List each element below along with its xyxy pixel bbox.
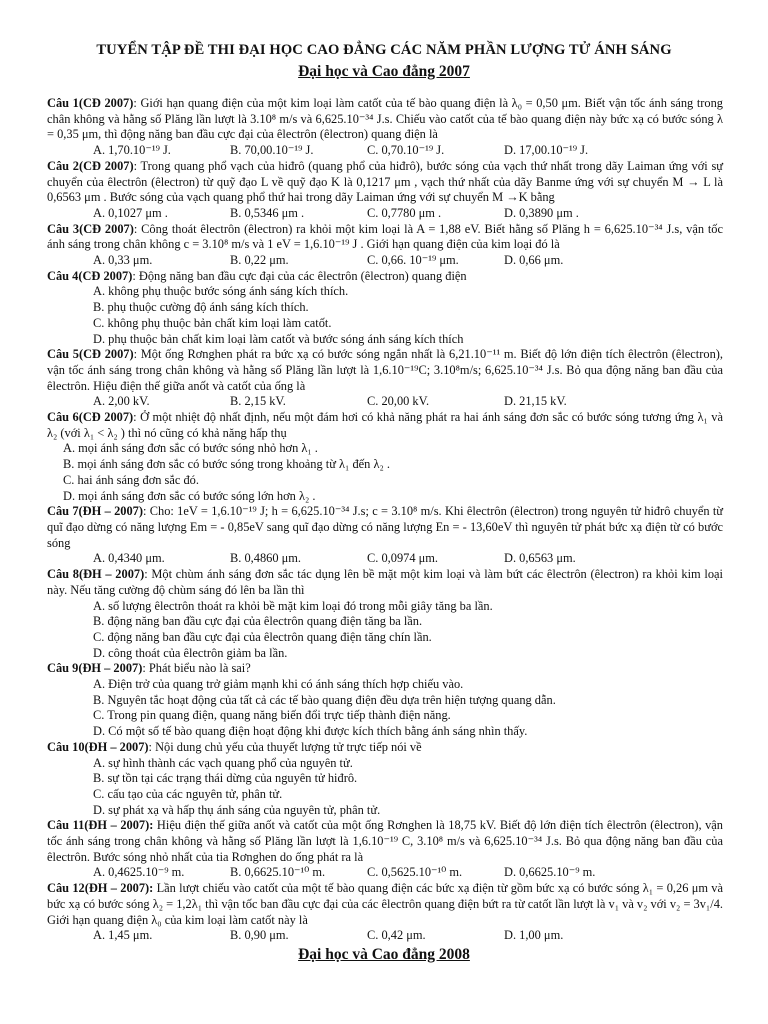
document-heading: TUYỂN TẬP ĐỀ THI ĐẠI HỌC CAO ĐẲNG CÁC NĂM PHẦN LƯỢNG TỬ ÁNH SÁNG xyxy=(96,42,672,58)
question-9-option-d: D. Có một số tế bào quang điện hoạt động khi được kích thích bằng ánh sáng nhìn thấy. xyxy=(93,724,528,739)
question-8-option-c: C. động năng ban đầu cực đại của êlectrôn quang điện tăng chín lần. xyxy=(93,629,432,644)
question-6-option-c: C. hai ánh sáng đơn sắc đó. xyxy=(63,472,199,487)
section-title-2008: Đại học và Cao đẳng 2008 xyxy=(298,946,470,963)
question-8-option-b: B. động năng ban đầu cực đại của êlectrôn quang điện tăng ba lần. xyxy=(93,614,423,629)
question-2: Câu 2(CĐ 2007): Trong quang phổ vạch của hiđrô (quang phổ của hiđrô), bước sóng của vạch thứ nhất trong dãy Laiman ứng với sự chuyển của êlectrôn (êlectron) từ quỹ đạo L về quỹ đạo K là 0,1217 μm , vạch thứ nhất của dãy Banme ứng với sự chuyển M → L là 0,6563 μm . Bước sóng của vạch quang phổ thứ hai trong dãy Laiman ứng với sự chuyển M →K bằng xyxy=(47,158,724,205)
question-4: Câu 4(CĐ 2007): Động năng ban đầu cực đại của các êlectrôn (êlectron) quang điện xyxy=(47,268,467,283)
question-3: Câu 3(CĐ 2007): Công thoát êlectrôn (êlectron) ra khỏi một kim loại là A = 1,88 eV. Biết hằng số Plăng h = 6,625.10⁻³⁴ J.s, vận tốc ánh sáng trong chân không c = 3.10⁸ m/s và 1 eV = 1,6.10⁻¹⁹ J . Giới hạn quang điện của kim loại đó là xyxy=(47,221,724,252)
question-4-option-d: D. phụ thuộc bản chất kim loại làm catốt và bước sóng ánh sáng kích thích xyxy=(93,331,464,346)
question-5: Câu 5(CĐ 2007): Một ống Rơnghen phát ra bức xạ có bước sóng ngắn nhất là 6,21.10⁻¹¹ m. Biết độ lớn điện tích êlectrôn (êlectron), vận tốc ánh sáng trong chân không và hằng số Plăng lần lượt là 1,6.10⁻¹⁹C; 3.10⁸m/s; 6,625.10⁻³⁴ J.s. Bỏ qua động năng ban đầu của êlectrôn. Hiệu điện thế giữa anốt và catốt của ống là xyxy=(47,347,723,393)
question-10-option-c: C. cấu tạo của các nguyên tử, phân tử. xyxy=(93,786,283,801)
question-9-option-c: C. Trong pin quang điện, quang năng biến đổi trực tiếp thành điện năng. xyxy=(93,708,451,723)
question-9-option-b: B. Nguyên tắc hoạt động của tất cả các tế bào quang điện đều dựa trên hiện tượng quang dẫn. xyxy=(93,692,556,707)
question-6-option-b: B. mọi ánh sáng đơn sắc có bước sóng trong khoảng từ λ₁ đến λ₂ . xyxy=(63,457,390,472)
question-6-option-a: A. mọi ánh sáng đơn sắc có bước sóng nhỏ hơn λ₁ . xyxy=(63,441,318,456)
question-12: Câu 12(ĐH – 2007): Lần lượt chiếu vào catốt của một tế bào quang điện các bức xạ điện từ gồm bức xạ có bước sóng λ₁ = 0,26 μm và bức xạ có bước sóng λ₂ = 1,2λ₁ thì vận tốc ban đầu cực đại của các êlectrôn quang điện bứt ra từ catốt lần lượt là v₁ và v₂ với v₂ = 3v₁/4. Giới hạn quang điện λ₀ của kim loại làm catốt này là xyxy=(47,881,723,927)
question-9-option-a: A. Điện trở của quang trở giảm mạnh khi có ánh sáng thích hợp chiếu vào. xyxy=(93,677,464,692)
question-1: Câu 1(CĐ 2007): Giới hạn quang điện của một kim loại làm catốt của tế bào quang điện là λ₀ = 0,50 μm. Biết vận tốc ánh sáng trong chân không và hằng số Plăng lần lượt là 3.10⁸ m/s và 6,625.10⁻³⁴ J.s. Chiếu vào catốt của tế bào quang điện này bức xạ có bước sóng λ = 0,35 μm, thì động năng ban đầu cực đại của êlectrôn (êlectron) quang điện là xyxy=(47,96,724,142)
question-11: Câu 11(ĐH – 2007): Hiệu điện thế giữa anốt và catốt của một ống Rơnghen là 18,75 kV. Biết độ lớn điện tích êlectrôn (êlectron), vận tốc ánh sáng trong chân không và hằng số Plăng lần lượt là 1,6.10⁻¹⁹ C, 3.10⁸ m/s và 6,625.10⁻³⁴ J.s. Bỏ qua động năng ban đầu của êlectrôn. Bước sóng nhỏ nhất của tia Rơnghen do ống phát ra là xyxy=(47,818,724,864)
question-4-option-c: C. không phụ thuộc bản chất kim loại làm catốt. xyxy=(93,315,332,330)
question-7-options: A. 0,4340 μm. B. 0,4860 μm. C. 0,0974 μm. D. 0,6563 μm. xyxy=(93,551,576,566)
question-10-option-d: D. sự phát xạ và hấp thụ ánh sáng của nguyên tử, phân tử. xyxy=(93,802,381,817)
question-10-option-b: B. sự tồn tại các trạng thái dừng của nguyên tử hiđrô. xyxy=(93,771,358,786)
question-10-option-a: A. sự hình thành các vạch quang phổ của nguyên tử. xyxy=(93,755,353,770)
question-7: Câu 7(ĐH – 2007): Cho: 1eV = 1,6.10⁻¹⁹ J; h = 6,625.10⁻³⁴ J.s; c = 3.10⁸ m/s. Khi êlectrôn (êlectron) trong nguyên tử hiđrô chuyển từ quĩ đạo dừng có năng lượng Em = - 0,85eV sang quĩ đạo dừng có năng lượng En = - 13,60eV thì nguyên tử phát bức xạ điện từ có bước sóng xyxy=(47,504,724,550)
question-3-options: A. 0,33 μm. B. 0,22 μm. C. 0,66. 10⁻¹⁹ μm. D. 0,66 μm. xyxy=(93,253,564,268)
question-6: Câu 6(CĐ 2007): Ở một nhiệt độ nhất định, nếu một đám hơi có khả năng phát ra hai ánh sáng đơn sắc có bước sóng tương ứng λ₁ và λ₂ (với λ₁ < λ₂ ) thì nó cũng có khả năng hấp thụ xyxy=(47,410,723,440)
question-8: Câu 8(ĐH – 2007): Một chùm ánh sáng đơn sắc tác dụng lên bề mặt một kim loại và làm bứt các êlectrôn (êlectron) ra khỏi kim loại này. Nếu tăng cường độ chùm sáng đó lên ba lần thì xyxy=(47,567,723,597)
section-title-2007: Đại học và Cao đẳng 2007 xyxy=(298,63,470,80)
question-12-options: A. 1,45 μm. B. 0,90 μm. C. 0,42 μm. D. 1,00 μm. xyxy=(93,928,564,943)
question-4-option-b: B. phụ thuộc cường độ ánh sáng kích thích. xyxy=(93,300,309,315)
question-list xyxy=(47,96,723,944)
question-8-option-a: A. số lượng êlectrôn thoát ra khỏi bề mặt kim loại đó trong mỗi giây tăng ba lần. xyxy=(93,598,493,613)
question-11-options: A. 0,4625.10⁻⁹ m. B. 0,6625.10⁻¹⁰ m. C. 0,5625.10⁻¹⁰ m. D. 0,6625.10⁻⁹ m. xyxy=(93,865,596,880)
question-5-options: A. 2,00 kV. B. 2,15 kV. C. 20,00 kV. D. 21,15 kV. xyxy=(93,394,567,409)
question-10: Câu 10(ĐH – 2007): Nội dung chủ yếu của thuyết lượng tử trực tiếp nói về xyxy=(47,739,422,754)
question-9: Câu 9(ĐH – 2007): Phát biểu nào là sai? xyxy=(47,661,251,676)
question-1-options: A. 1,70.10⁻¹⁹ J. B. 70,00.10⁻¹⁹ J. C. 0,70.10⁻¹⁹ J. D. 17,00.10⁻¹⁹ J. xyxy=(93,143,589,158)
question-8-option-d: D. công thoát của êlectrôn giảm ba lần. xyxy=(93,645,288,660)
question-4-option-a: A. không phụ thuộc bước sóng ánh sáng kích thích. xyxy=(93,284,349,299)
question-6-option-d: D. mọi ánh sáng đơn sắc có bước sóng lớn hơn λ₂ . xyxy=(63,488,316,503)
question-2-options: A. 0,1027 μm . B. 0,5346 μm . C. 0,7780 μm . D. 0,3890 μm . xyxy=(93,205,579,220)
